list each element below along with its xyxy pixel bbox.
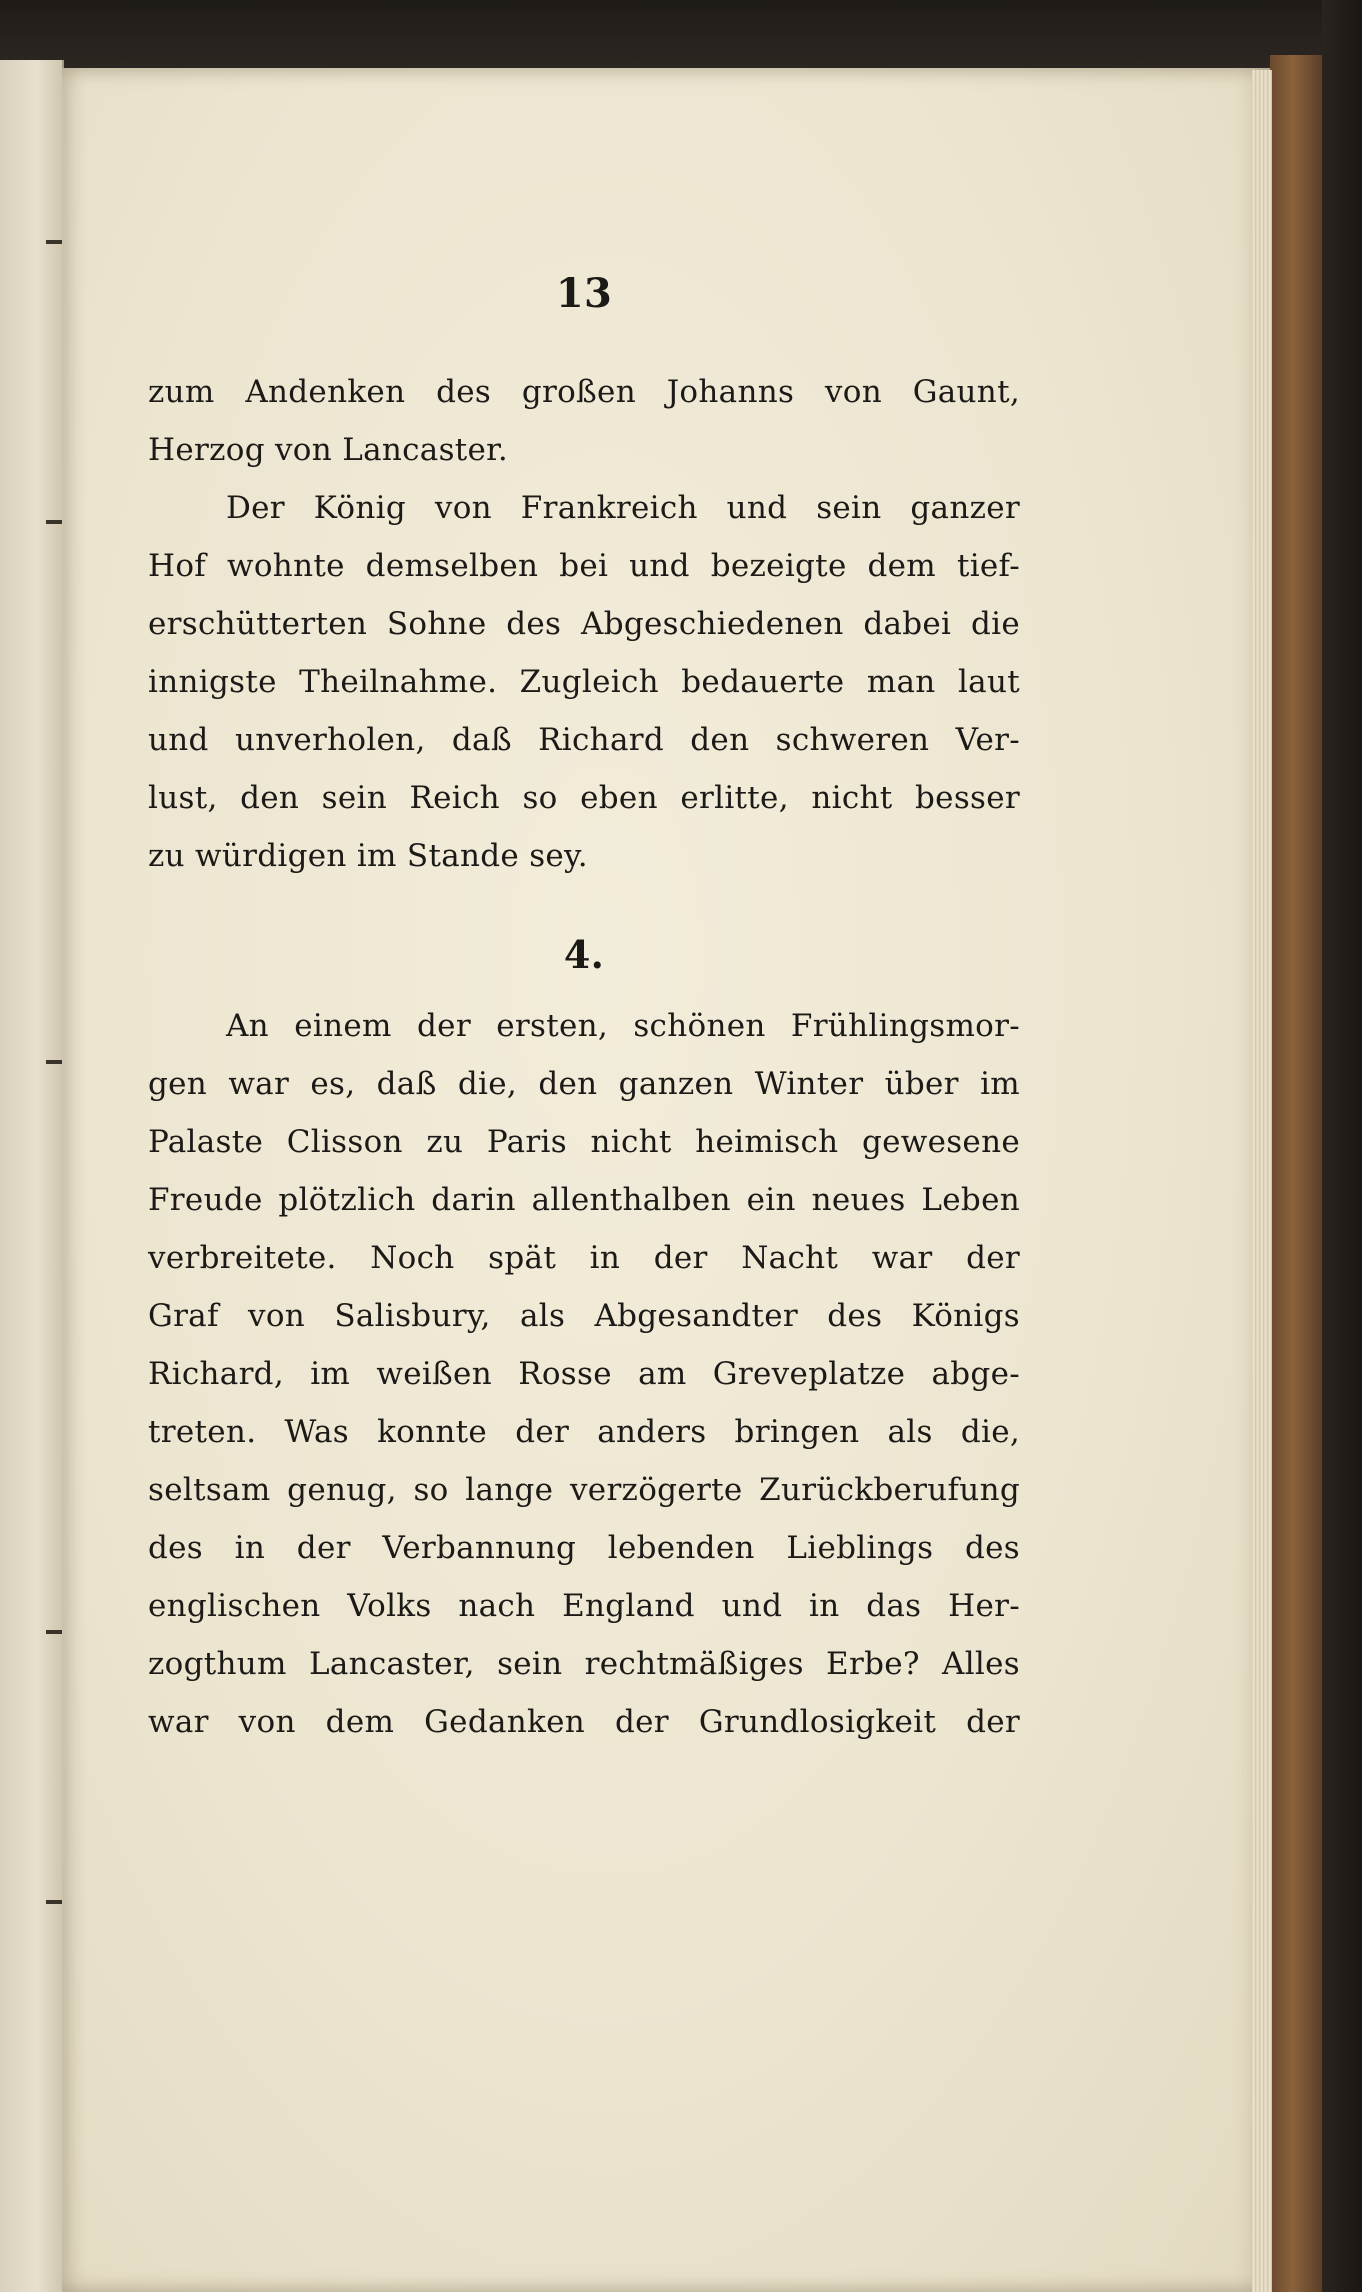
page-edge xyxy=(1252,70,1272,2292)
text-line: Freude plötzlich darin allenthalben ein neues Leben xyxy=(148,1182,1020,1218)
text-line: gen war es, daß die, den ganzen Winter über im xyxy=(148,1066,1020,1102)
book-spine-top xyxy=(0,0,1362,70)
text-line: seltsam genug, so lange verzögerte Zurückberufung xyxy=(148,1472,1020,1508)
text-line: Graf von Salisbury, als Abgesandter des Königs xyxy=(148,1298,1020,1334)
text-line: des in der Verbannung lebenden Lieblings des xyxy=(148,1530,1020,1566)
text-line: Richard, im weißen Rosse am Greveplatze abge- xyxy=(148,1356,1020,1392)
bleed-through xyxy=(1062,418,1072,453)
text-line: lust, den sein Reich so eben erlitte, nicht besser xyxy=(148,780,1020,816)
text-line: innigste Theilnahme. Zugleich bedauerte man laut xyxy=(148,664,1020,700)
text-line: zogthum Lancaster, sein rechtmäßiges Erbe? Alles xyxy=(148,1646,1020,1682)
margin-mark xyxy=(46,1060,62,1064)
text-line: Palaste Clisson zu Paris nicht heimisch gewesene xyxy=(148,1124,1020,1160)
text-line: treten. Was konnte der anders bringen als die, xyxy=(148,1414,1020,1450)
margin-mark xyxy=(46,1900,62,1904)
margin-mark xyxy=(46,1630,62,1634)
page-number: 13 xyxy=(555,270,613,317)
text-line: Der König von Frankreich und sein ganzer xyxy=(226,490,1020,526)
text-line: zu würdigen im Stande sey. xyxy=(148,838,588,874)
text-line: verbreitete. Noch spät in der Nacht war der xyxy=(148,1240,1020,1276)
text-line: war von dem Gedanken der Grundlosigkeit der xyxy=(148,1704,1020,1740)
margin-mark xyxy=(46,240,62,244)
text-line: englischen Volks nach England und in das Her- xyxy=(148,1588,1020,1624)
margin-mark xyxy=(46,520,62,524)
text-line: zum Andenken des großen Johanns von Gaunt, xyxy=(148,374,1020,410)
chapter-heading: 4. xyxy=(563,932,605,977)
text-line: Herzog von Lancaster. xyxy=(148,432,509,468)
text-line: An einem der ersten, schönen Frühlingsmor- xyxy=(226,1008,1020,1044)
previous-page-edge xyxy=(0,60,64,2292)
text-line: und unverholen, daß Richard den schweren Ver- xyxy=(148,722,1020,758)
text-line: Hof wohnte demselben bei und bezeigte dem tief- xyxy=(148,548,1020,584)
book-cover-back xyxy=(1322,0,1362,2292)
text-line: erschütterten Sohne des Abgeschiedenen dabei die xyxy=(148,606,1020,642)
